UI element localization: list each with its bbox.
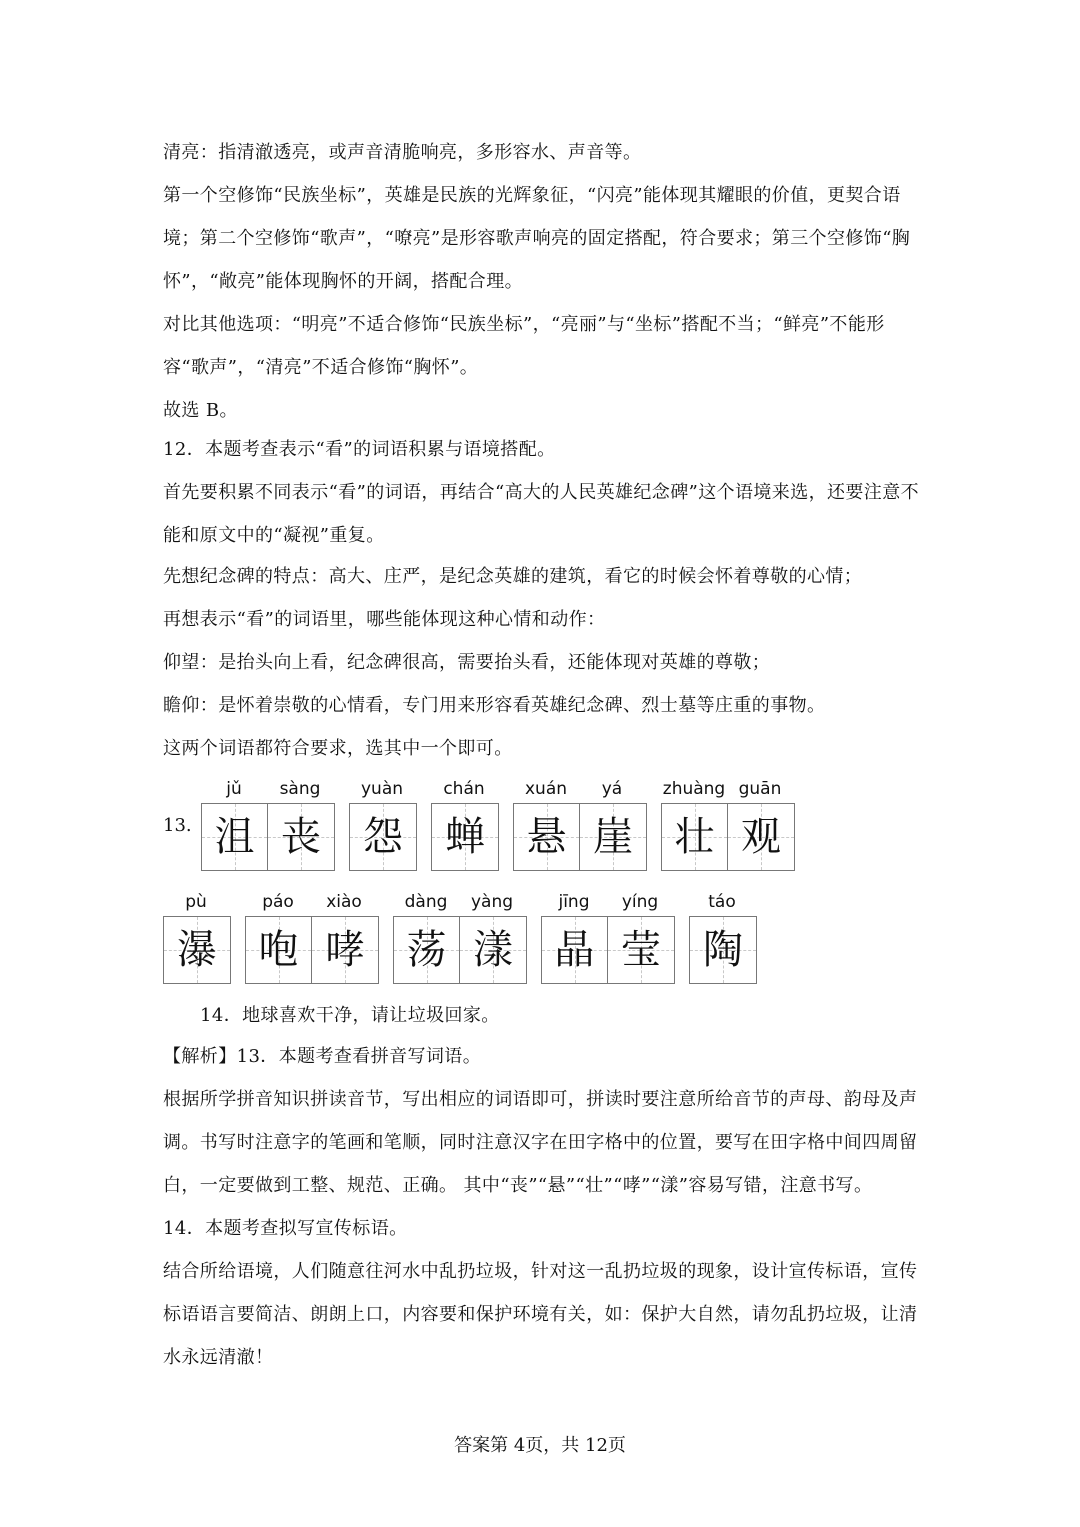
pinyin-syllable: yuàn [360,779,404,799]
question-13-number: 13. [163,815,192,836]
tianzige-cell [690,917,756,983]
tianzige-cell [580,804,646,870]
tianzige-cell [514,804,580,870]
tianzige-cell [202,804,268,870]
tianzige-box [541,916,675,984]
pinyin-line [393,888,527,916]
question-14-answer: 14．地球喜欢干净，请让垃圾回家。 [200,1005,500,1026]
paragraph: 再想表示“看”的词语里，哪些能体现这种心情和动作： [163,609,606,630]
pinyin-syllable: chán [443,779,485,799]
tianzige-box [201,803,335,871]
paragraph: 根据所学拼音知识拼读音节，写出相应的词语即可，拼读时要注意所给音节的声母、韵母及声调。书写时注意字的笔画和笔顺，同时注意汉字在田字格中的位置，要写在田字格中间四周留白，一定要做到工整、规范、正确。 其中“丧”“悬”“壮”“哮”“漾”容易写错，注意书写。 [163,1089,918,1196]
hanzi-character: 咆 [258,927,299,973]
paragraph: 对比其他选项：“明亮”不适合修饰“民族坐标”，“亮丽”与“坐标”搭配不当；“鲜亮”不能形容“歌声”，“清亮”不适合修饰“胸怀”。 [163,314,885,378]
tianzige-cell [460,917,526,983]
pinyin-line [689,888,757,916]
tianzige-cell [164,917,230,983]
paragraph: 故选 B。 [163,400,238,421]
pinyin-line [431,775,499,803]
pinyin-syllable: páo [262,892,294,912]
tianzige-box [661,803,795,871]
pinyin-line [245,888,379,916]
tianzige-cell [728,804,794,870]
pinyin-line [661,775,795,803]
word-group [541,888,675,984]
pinyin-syllable: xiào [326,892,362,912]
tianzige-cell [432,804,498,870]
pinyin-syllable: guān [738,779,782,799]
pinyin-syllable: jīng [558,892,590,912]
page-footer: 答案第 4页，共 12页 [454,1435,626,1456]
hanzi-character: 沮 [214,814,255,860]
tianzige-cell [542,917,608,983]
pinyin-syllable: jǔ [226,779,242,799]
word-group [513,775,647,871]
tianzige-box [431,803,499,871]
tianzige-box [163,916,231,984]
word-group [661,775,795,871]
pinyin-line [349,775,417,803]
pinyin-line [513,775,647,803]
tianzige-cell [268,804,334,870]
hanzi-character: 晶 [554,927,595,973]
hanzi-character: 壮 [674,814,715,860]
word-group [431,775,499,871]
hanzi-character: 莹 [621,927,661,973]
hanzi-character: 蝉 [445,814,485,860]
tianzige-cell [312,917,378,983]
pinyin-line [541,888,675,916]
hanzi-character: 丧 [281,814,321,860]
hanzi-character: 悬 [526,814,567,860]
hanzi-character: 瀑 [177,927,217,973]
tianzige-cell [246,917,312,983]
tianzige-box [245,916,379,984]
hanzi-character: 荡 [406,927,447,973]
paragraph: 清亮：指清澈透亮，或声音清脆响亮，多形容水、声音等。 [163,142,642,163]
question-14-heading: 14．本题考查拟写宣传标语。 [163,1218,408,1239]
word-group [201,775,335,871]
paragraph: 首先要积累不同表示“看”的词语，再结合“高大的人民英雄纪念碑”这个语境来选，还要注意不能和原文中的“凝视”重复。 [163,482,920,546]
word-group [163,888,231,984]
word-group [393,888,527,984]
tianzige-cell [608,917,674,983]
pinyin-syllable: zhuàng [662,779,726,799]
hanzi-character: 哮 [325,927,365,973]
question-12-heading: 12．本题考查表示“看”的词语积累与语境搭配。 [163,439,556,460]
pinyin-syllable: táo [708,892,736,912]
word-group [349,775,417,871]
pinyin-syllable: yàng [470,892,514,912]
paragraph: 瞻仰：是怀着崇敬的心情看，专门用来形容看英雄纪念碑、烈士墓等庄重的事物。 [163,695,826,716]
tianzige-box [349,803,417,871]
tianzige-cell [662,804,728,870]
paragraph: 先想纪念碑的特点：高大、庄严，是纪念英雄的建筑，看它的时候会怀着尊敬的心情； [163,566,863,587]
tianzige-cell [350,804,416,870]
pinyin-syllable: sàng [279,779,321,799]
paragraph: 仰望：是抬头向上看，纪念碑很高，需要抬头看，还能体现对英雄的尊敬； [163,652,771,673]
tianzige-row-1 [201,775,809,871]
word-group [689,888,757,984]
hanzi-character: 崖 [593,814,633,860]
pinyin-line [201,775,335,803]
pinyin-syllable: xuán [524,779,568,799]
hanzi-character: 怨 [363,814,403,860]
analysis-heading: 【解析】13．本题考查看拼音写词语。 [163,1046,482,1067]
word-group [245,888,379,984]
tianzige-box [689,916,757,984]
hanzi-character: 观 [741,814,781,860]
tianzige-box [393,916,527,984]
pinyin-syllable: yíng [621,892,659,912]
tianzige-row-2 [163,888,771,984]
tianzige-cell [394,917,460,983]
pinyin-syllable: dàng [404,892,448,912]
pinyin-syllable: yá [601,779,623,799]
tianzige-box [513,803,647,871]
pinyin-line [163,888,231,916]
paragraph: 这两个词语都符合要求，选其中一个即可。 [163,738,513,759]
hanzi-character: 漾 [473,927,513,973]
pinyin-syllable: pù [185,892,207,912]
paragraph: 结合所给语境，人们随意往河水中乱扔垃圾，针对这一乱扔垃圾的现象，设计宣传标语，宣传标语语言要简洁、朗朗上口，内容要和保护环境有关，如：保护大自然，请勿乱扔垃圾，让清水永远清澈！ [163,1261,918,1368]
hanzi-character: 陶 [703,927,743,973]
paragraph: 第一个空修饰“民族坐标”，英雄是民族的光辉象征，“闪亮”能体现其耀眼的价值，更契合语境；第二个空修饰“歌声”，“嘹亮”是形容歌声响亮的固定搭配，符合要求；第三个空修饰“胸怀”，“敞亮”能体现胸怀的开阔，搭配合理。 [163,185,911,292]
